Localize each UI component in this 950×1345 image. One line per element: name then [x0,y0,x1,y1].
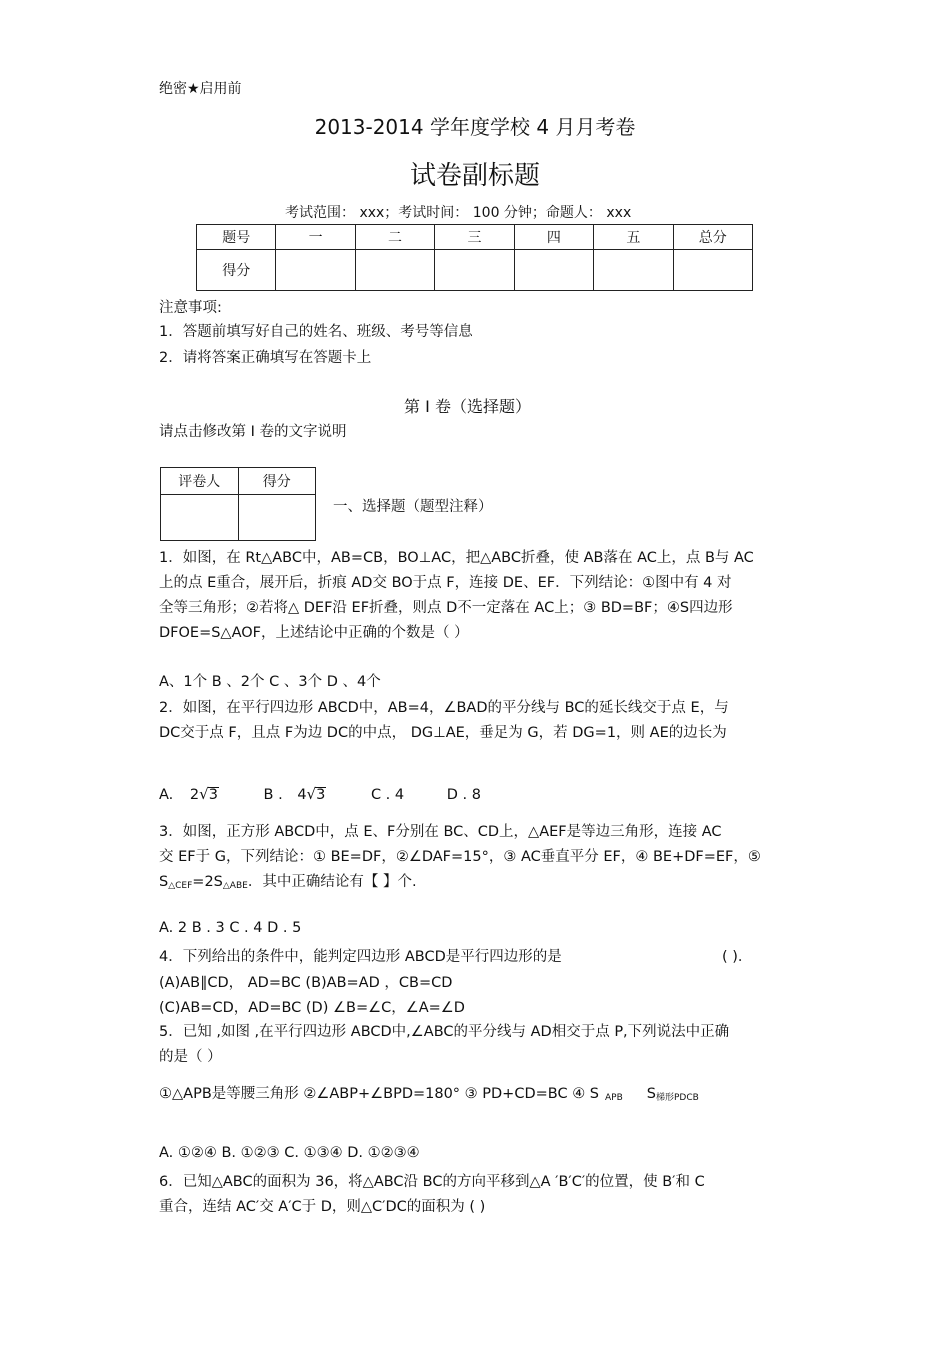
question-line: 重合，连结 AC′交 A′C于 D，则△C′DC的面积为 ( ) [159,1199,486,1215]
question-line: 上的点 E重合，展开后，折痕 AD交 BO于点 F，连接 DE、EF．下列结论：①图中有 4 对 [159,575,732,591]
grader-cell[interactable] [238,495,316,541]
question-line: DC交于点 F，且点 F为边 DC的中点， DG⊥AE，垂足为 G，若 DG=1，则 AE的边长为 [159,725,727,741]
question-tail: ．其中正确结论有【 】个. [247,874,417,890]
question-statements [159,1082,699,1103]
score-header-cell: 题号 [197,225,276,250]
score-header-cell: 五 [594,225,673,250]
exam-info: 考试范围： xxx；考试时间： 100 分钟；命题人： xxx [285,205,632,221]
option-text: C . 4 [370,787,405,803]
question-options: A. 2 B . 3 C . 4 D . 5 [159,920,302,936]
question-line: 5．已知 ,如图 ,在平行四边形 ABCD中,∠ABC的平分线与 AD相交于点 P,下列说法中正确 [159,1024,730,1040]
option-label: B . [263,787,283,803]
sqrt-icon: √ [199,785,209,803]
exam-subtitle: 试卷副标题 [409,161,540,191]
area-equals: =2S [192,874,223,890]
grader-table [160,467,316,541]
score-header-cell: 四 [514,225,593,250]
option-text: D . 8 [446,787,481,803]
question-line: 6．已知△ABC的面积为 36，将△ABC沿 BC的方向平移到△A ′B′C′的位置，使 B′和 C [159,1174,705,1190]
area-symbol: S [646,1086,656,1102]
score-cell[interactable] [435,250,514,291]
score-table [196,224,753,291]
area-subscript: △CEF [168,881,193,891]
question-options: (A)AB∥CD， AD=BC (B)AB=AD ，CB=CD [159,975,453,991]
score-row-label: 得分 [197,250,276,291]
option-radicand: 3 [208,787,218,803]
option-label: A. [159,787,174,803]
note-item: 1．答题前填写好自己的姓名、班级、考号等信息 [159,324,473,340]
grader-header: 得分 [238,468,316,495]
score-cell[interactable] [594,250,673,291]
option-coef: 2 [189,787,200,803]
grader-cell[interactable] [161,495,239,541]
question-line: 1．如图，在 Rt△ABC中，AB=CB，BO⊥AC，把△ABC折叠，使 AB落在 AC上，点 B与 AC [159,550,754,566]
score-cell[interactable] [673,250,752,291]
question-options: (C)AB=CD，AD=BC (D) ∠B=∠C，∠A=∠D [159,1000,465,1016]
score-header-cell: 总分 [673,225,752,250]
question-line: 全等三角形；②若将△ DEF沿 EF折叠，则点 D不一定落在 AC上；③ BD=BF；④S四边形 [159,600,733,616]
part-title: 一、选择题（题型注释） [333,499,493,515]
option-radicand: 3 [316,787,326,803]
area-symbol: S [159,874,169,890]
section-desc: 请点击修改第 I 卷的文字说明 [159,424,347,440]
score-header-cell: 二 [355,225,434,250]
area-subscript: APB [605,1093,623,1103]
option-coef: 4 [297,787,307,803]
question-options: A、1个 B 、2个 C 、3个 D 、4个 [159,674,381,690]
question-line: 的是（ ） [159,1049,222,1065]
question-line: DFOE=S△AOF，上述结论中正确的个数是（ ） [159,625,469,641]
sqrt-icon: √ [306,785,317,803]
question-options [159,785,481,803]
statement-text: ①△APB是等腰三角形 ②∠ABP+∠BPD=180° ③ PD+CD=BC ④ S [159,1086,600,1102]
area-subscript: 梯形PDCB [656,1093,699,1103]
score-header-cell: 三 [435,225,514,250]
question-line [159,870,417,891]
note-item: 2．请将答案正确填写在答题卡上 [159,350,372,366]
question-line: 4．下列给出的条件中，能判定四边形 ABCD是平行四边形的是 [159,949,562,965]
question-options: A. ①②④ B. ①②③ C. ①③④ D. ①②③④ [159,1145,420,1161]
score-header-cell: 一 [276,225,355,250]
score-cell[interactable] [514,250,593,291]
exam-title: 2013-2014 学年度学校 4 月月考卷 [314,115,636,139]
score-cell[interactable] [355,250,434,291]
grader-header: 评卷人 [161,468,239,495]
answer-paren: ( )． [722,949,753,965]
area-subscript: △ABE [222,881,248,891]
notes-title: 注意事项: [159,300,222,316]
secret-label: 绝密★启用前 [159,81,242,97]
question-line: 3．如图，正方形 ABCD中，点 E、F分别在 BC、CD上，△AEF是等边三角形，连接 AC [159,824,722,840]
score-cell[interactable] [276,250,355,291]
question-line: 2．如图，在平行四边形 ABCD中，AB=4，∠BAD的平分线与 BC的延长线交于点 E，与 [159,700,729,716]
section-title: 第 I 卷（选择题） [404,397,531,416]
question-line: 交 EF于 G，下列结论：① BE=DF，②∠DAF=15°，③ AC垂直平分 EF，④ BE+DF=EF，⑤ [159,849,761,865]
